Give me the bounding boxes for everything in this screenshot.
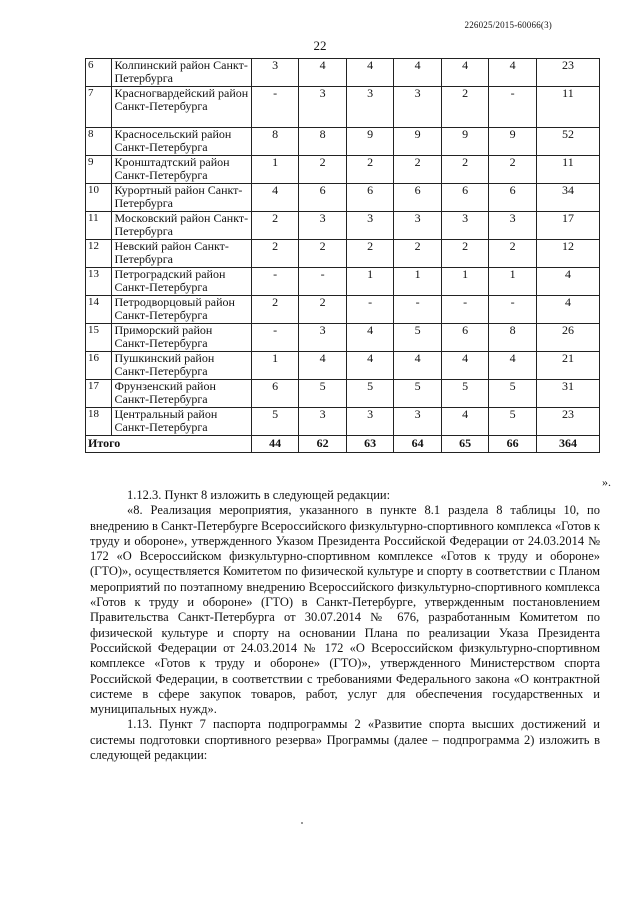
year-value-cell: 4 [299,352,347,380]
year-value-cell: 3 [394,87,442,128]
year-value-cell: 5 [441,380,489,408]
year-value-cell: 2 [394,240,442,268]
year-value-cell: 4 [299,59,347,87]
row-number: 11 [86,212,112,240]
row-total-cell: 34 [536,184,599,212]
year-value-cell: 1 [489,268,537,296]
year-value-cell: - [489,296,537,324]
table-row [86,212,600,240]
row-number: 16 [86,352,112,380]
table-row [86,324,600,352]
table-closing-quote: ». [602,475,611,489]
district-table-body [86,59,600,453]
row-number: 15 [86,324,112,352]
grand-total-cell: 364 [536,436,599,453]
year-value-cell: 5 [489,380,537,408]
district-name: Красногвардейский район Санкт-Петербурга [112,87,251,128]
year-value-cell: 4 [346,59,394,87]
total-year-cell: 64 [394,436,442,453]
district-name: Пушкинский район Санкт-Петербурга [112,352,251,380]
table-row [86,380,600,408]
district-name: Петродворцовый район Санкт-Петербурга [112,296,251,324]
document-body [90,488,600,763]
row-total-cell: 23 [536,59,599,87]
table-row [86,156,600,184]
row-number: 18 [86,408,112,436]
year-value-cell: 2 [441,156,489,184]
year-value-cell: 3 [346,212,394,240]
year-value-cell: - [251,268,299,296]
year-value-cell: 2 [441,87,489,128]
row-number: 7 [86,87,112,128]
year-value-cell: 1 [441,268,489,296]
year-value-cell: 1 [251,156,299,184]
year-value-cell: 6 [394,184,442,212]
year-value-cell: 6 [441,324,489,352]
total-year-cell: 63 [346,436,394,453]
year-value-cell: 4 [394,352,442,380]
paragraph-1-13: 1.13. Пункт 7 паспорта подпрограммы 2 «Развитие спорта высших достижений и системы подготовки спортивного резерва» Программы (далее – подпрограмма 2) изложить в следующей редакции: [90,717,600,763]
page-number: 22 [313,38,327,53]
year-value-cell: 2 [299,240,347,268]
year-value-cell: 3 [299,212,347,240]
district-table [85,58,600,453]
district-name: Приморский район Санкт-Петербурга [112,324,251,352]
year-value-cell: 2 [251,296,299,324]
year-value-cell: 9 [394,128,442,156]
row-number: 14 [86,296,112,324]
year-value-cell: 2 [346,156,394,184]
row-total-cell: 12 [536,240,599,268]
row-number: 17 [86,380,112,408]
district-name: Колпинский район Санкт-Петербурга [112,59,251,87]
year-value-cell: - [251,87,299,128]
year-value-cell: 4 [441,408,489,436]
year-value-cell: 1 [346,268,394,296]
year-value-cell: 3 [346,87,394,128]
year-value-cell: 6 [346,184,394,212]
year-value-cell: 4 [489,59,537,87]
table-row [86,87,600,128]
row-total-cell: 11 [536,156,599,184]
year-value-cell: 2 [346,240,394,268]
row-number: 12 [86,240,112,268]
year-value-cell: 3 [394,212,442,240]
year-value-cell: 8 [251,128,299,156]
year-value-cell: 5 [394,380,442,408]
year-value-cell: 3 [441,212,489,240]
year-value-cell: 5 [299,380,347,408]
district-name: Красносельский район Санкт-Петербурга [112,128,251,156]
table-row [86,240,600,268]
district-name: Центральный район Санкт-Петербурга [112,408,251,436]
total-year-cell: 66 [489,436,537,453]
row-total-cell: 21 [536,352,599,380]
paragraph-item-8: «8. Реализация мероприятия, указанного в пункте 8.1 раздела 8 таблицы 10, по внедрению в Санкт-Петербурге Всероссийского физкультурно-спортивного комплекса «Готов к труду и обороне», утвержденного Указом Президента Российской Федерации от 24.03.2014 № 172 «О Всероссийском физкультурно-спортивном комплексе «Готов к труду и обороне» (ГТО)», осуществляется Комитетом по физической культуре и спорту в соответствии с Планом мероприятий по поэтапному внедрению Всероссийского физкультурно-спортивного комплекса «Готов к труду и обороне» (ГТО) в Санкт-Петербурге, утвержденным постановлением Правительства Санкт-Петербурга от 30.07.2014 № 676, разработанным Комитетом по физической культуре и спорту на основании Плана по реализации Указа Президента Российской Федерации от 24.03.2014 № 172 «О Всероссийском физкультурно-спортивном комплексе «Готов к труду и обороне» (ГТО)», утвержденного Министерством спорта Российской Федерации, в соответствии с требованиями Федерального закона «О контрактной системе в сфере закупок товаров, работ, услуг для обеспечения государственных и муниципальных нужд». [90,503,600,717]
district-name: Московский район Санкт-Петербурга [112,212,251,240]
total-year-cell: 65 [441,436,489,453]
year-value-cell: 3 [299,87,347,128]
year-value-cell: 5 [489,408,537,436]
year-value-cell: 2 [394,156,442,184]
year-value-cell: 3 [346,408,394,436]
table-row [86,268,600,296]
year-value-cell: 9 [346,128,394,156]
row-total-cell: 4 [536,296,599,324]
row-total-cell: 4 [536,268,599,296]
year-value-cell: 4 [346,352,394,380]
document-id: 226025/2015-60066(3) [464,20,552,30]
district-name: Петроградский район Санкт-Петербурга [112,268,251,296]
table-row [86,184,600,212]
year-value-cell: 4 [441,352,489,380]
year-value-cell: 4 [394,59,442,87]
table-row [86,59,600,87]
year-value-cell: 5 [394,324,442,352]
row-total-cell: 11 [536,87,599,128]
year-value-cell: 3 [299,324,347,352]
table-row [86,128,600,156]
year-value-cell: 1 [394,268,442,296]
table-row [86,352,600,380]
district-name: Кронштадтский район Санкт-Петербурга [112,156,251,184]
scan-speck [301,822,303,824]
year-value-cell: 6 [489,184,537,212]
year-value-cell: 3 [489,212,537,240]
table-row [86,408,600,436]
row-number: 13 [86,268,112,296]
year-value-cell: 2 [251,212,299,240]
year-value-cell: 4 [251,184,299,212]
year-value-cell: 2 [299,156,347,184]
year-value-cell: 2 [489,156,537,184]
year-value-cell: 4 [489,352,537,380]
year-value-cell: 3 [251,59,299,87]
total-row [86,436,600,453]
year-value-cell: 2 [251,240,299,268]
year-value-cell: 1 [251,352,299,380]
year-value-cell: 9 [489,128,537,156]
total-label: Итого [86,436,252,453]
paragraph-1-12-3: 1.12.3. Пункт 8 изложить в следующей редакции: [127,488,391,502]
year-value-cell: - [394,296,442,324]
row-total-cell: 23 [536,408,599,436]
year-value-cell: - [251,324,299,352]
year-value-cell: 3 [394,408,442,436]
row-number: 8 [86,128,112,156]
year-value-cell: - [299,268,347,296]
row-total-cell: 52 [536,128,599,156]
year-value-cell: 8 [299,128,347,156]
year-value-cell: 6 [299,184,347,212]
table-row [86,296,600,324]
year-value-cell: 6 [441,184,489,212]
district-name: Невский район Санкт-Петербурга [112,240,251,268]
row-total-cell: 26 [536,324,599,352]
year-value-cell: - [346,296,394,324]
year-value-cell: 8 [489,324,537,352]
district-name: Курортный район Санкт-Петербурга [112,184,251,212]
district-name: Фрунзенский район Санкт-Петербурга [112,380,251,408]
year-value-cell: 2 [441,240,489,268]
year-value-cell: 4 [346,324,394,352]
row-number: 9 [86,156,112,184]
row-number: 6 [86,59,112,87]
year-value-cell: 3 [299,408,347,436]
year-value-cell: - [441,296,489,324]
year-value-cell: - [489,87,537,128]
year-value-cell: 2 [299,296,347,324]
year-value-cell: 6 [251,380,299,408]
row-number: 10 [86,184,112,212]
row-total-cell: 17 [536,212,599,240]
year-value-cell: 5 [251,408,299,436]
year-value-cell: 5 [346,380,394,408]
total-year-cell: 44 [251,436,299,453]
year-value-cell: 2 [489,240,537,268]
row-total-cell: 31 [536,380,599,408]
year-value-cell: 9 [441,128,489,156]
year-value-cell: 4 [441,59,489,87]
total-year-cell: 62 [299,436,347,453]
